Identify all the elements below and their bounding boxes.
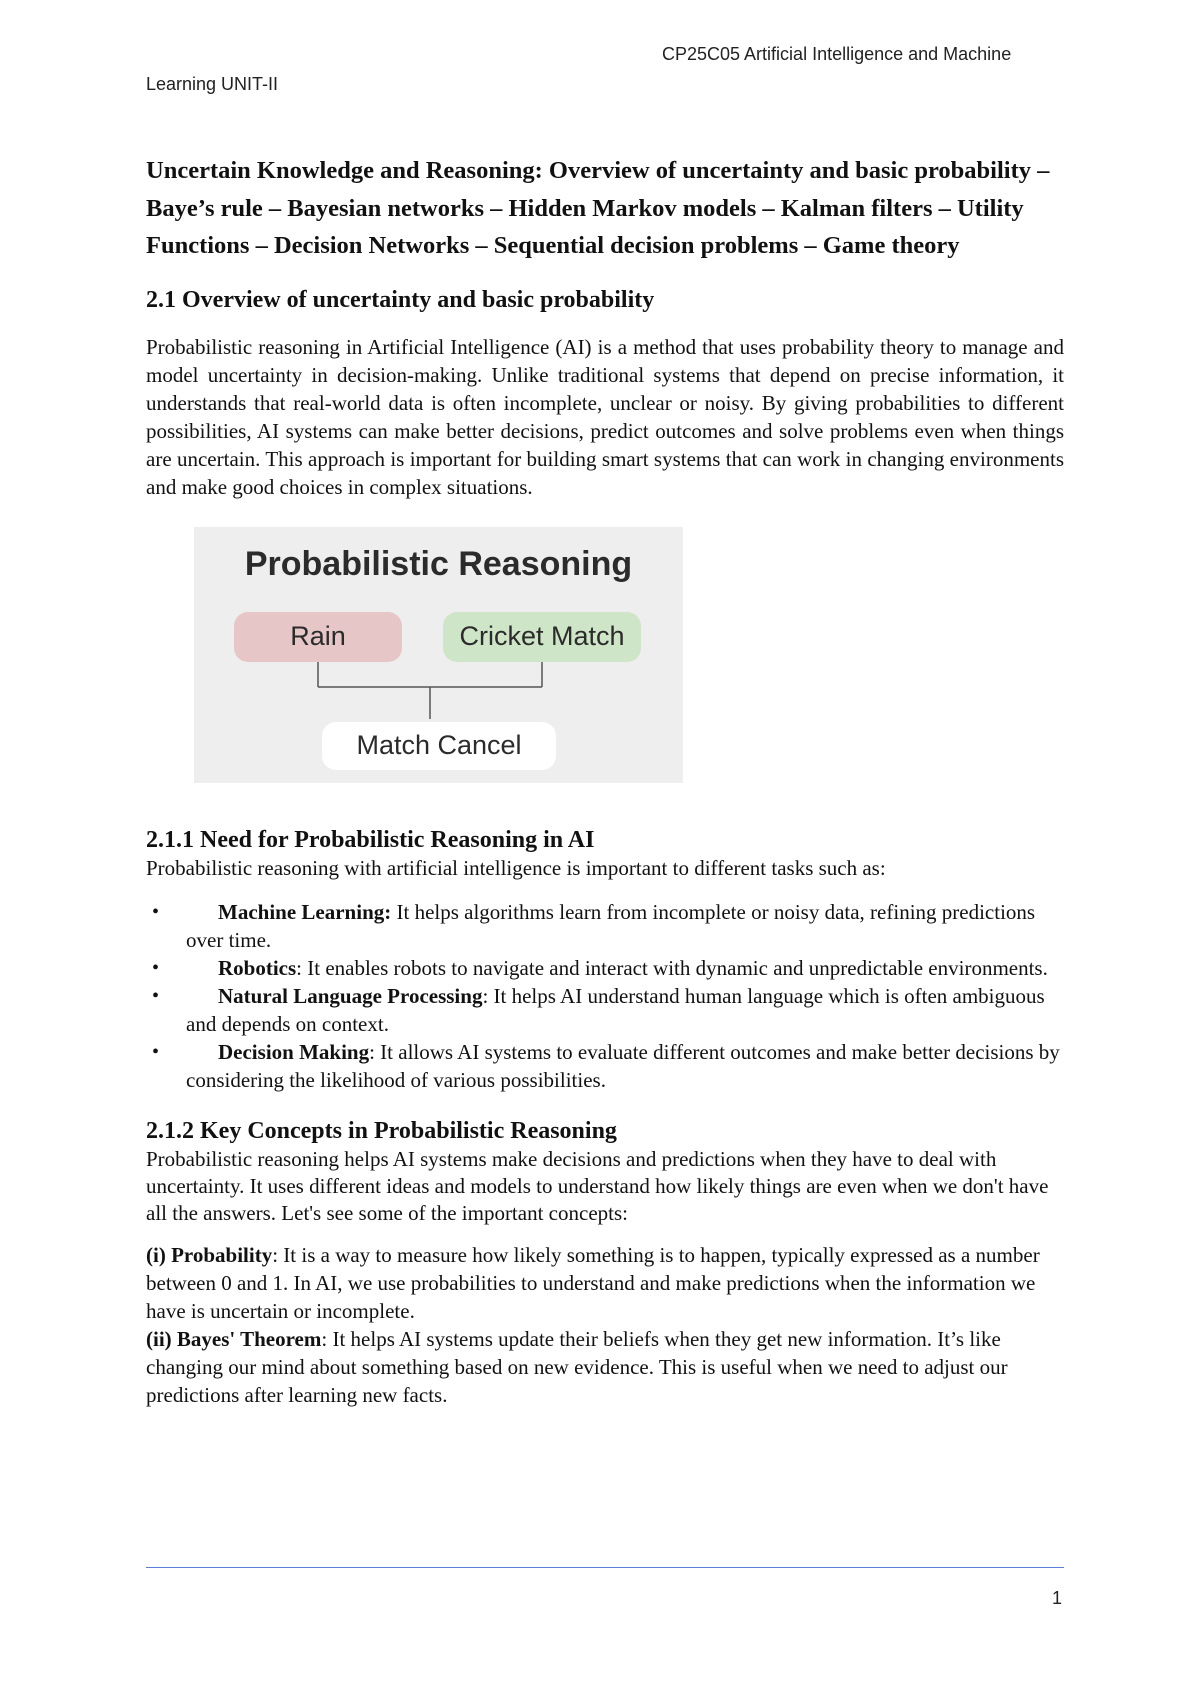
concept-text: : It is a way to measure how likely something is to happen, typically expressed as a number between 0 and 1. In AI, we use probabilities to understand and make predictions when the information we have is uncertain or incomplete. [146, 1242, 1040, 1323]
node-cricket-match: Cricket Match [443, 612, 641, 662]
running-header-unit: Learning UNIT-II [146, 74, 279, 94]
concept-text: : It helps AI systems update their beliefs when they get new information. It’s like changing our mind about something based on new evidence. This is useful when we need to adjust our predictions after learning new facts. [146, 1326, 1008, 1407]
section-2-1-1-intro: Probabilistic reasoning with artificial intelligence is important to different tasks such as: [146, 855, 886, 880]
bullet-icon: • [152, 900, 160, 923]
unit-title: Uncertain Knowledge and Reasoning: Overview of uncertainty and basic probability – Baye’s rule – Bayesian networks – Hidden Markov models – Kalman filters – Utility Functions – Decision Networks – Sequential decision problems – Game theory [146, 157, 1050, 259]
list-item-term: Machine Learning: [218, 899, 392, 924]
section-2-1-paragraph: Probabilistic reasoning in Artificial Intelligence (AI) is a method that uses probability theory to manage and model uncertainty in decision-making. Unlike traditional systems that depend on precise information, it understands that real-world data is often incomplete, unclear or noisy. By giving probabilities to different possibilities, AI systems can make better decisions, predict outcomes and solve problems even when things are uncertain. This approach is important for building smart systems that can work in changing environments and make good choices in complex situations. [146, 334, 1064, 499]
node-rain: Rain [234, 612, 402, 662]
list-item [146, 1038, 1064, 1094]
concept-term: (i) Probability [146, 1242, 273, 1267]
section-heading-2-1-1: 2.1.1 Need for Probabilistic Reasoning in AI [146, 826, 595, 853]
bullet-icon: • [152, 984, 160, 1007]
running-header-course: CP25C05 Artificial Intelligence and Machine [662, 44, 1012, 64]
list-item [146, 898, 1064, 954]
page-content [146, 152, 1064, 1409]
list-item-term: Decision Making [218, 1039, 370, 1064]
figure-title: Probabilistic Reasoning [244, 544, 633, 583]
section-2-1-2-intro: Probabilistic reasoning helps AI systems make decisions and predictions when they have to deal with uncertainty. It uses different ideas and models to understand how likely things are even when we don't have all the answers. Let's see some of the important concepts: [146, 1146, 1049, 1225]
bullet-icon: • [152, 1040, 160, 1063]
list-item-term: Natural Language Processing [218, 983, 483, 1008]
footer-rule [146, 1567, 1064, 1568]
list-item-text: : It enables robots to navigate and interact with dynamic and unpredictable environments. [296, 955, 1048, 980]
page-number: 1 [1052, 1588, 1063, 1608]
list-item-text: It helps algorithms learn from incomplete or noisy data, refining predictions over time. [186, 899, 1036, 952]
section-heading-2-1-2: 2.1.2 Key Concepts in Probabilistic Reasoning [146, 1117, 617, 1144]
list-item-text: : It helps AI understand human language which is often ambiguous and depends on context. [186, 983, 1045, 1036]
need-list [146, 898, 1064, 1094]
concept-bayes-theorem [146, 1325, 1064, 1409]
bullet-icon: • [152, 956, 160, 979]
concept-probability [146, 1241, 1064, 1325]
node-match-cancel: Match Cancel [322, 722, 556, 770]
list-item [146, 982, 1064, 1038]
probabilistic-reasoning-figure [194, 527, 683, 783]
list-item-term: Robotics [218, 955, 297, 980]
concept-term: (ii) Bayes' Theorem [146, 1326, 322, 1351]
list-item-text: : It allows AI systems to evaluate different outcomes and make better decisions by considering the likelihood of various possibilities. [186, 1039, 1060, 1092]
section-heading-2-1: 2.1 Overview of uncertainty and basic probability [146, 286, 655, 313]
list-item [146, 954, 1064, 982]
